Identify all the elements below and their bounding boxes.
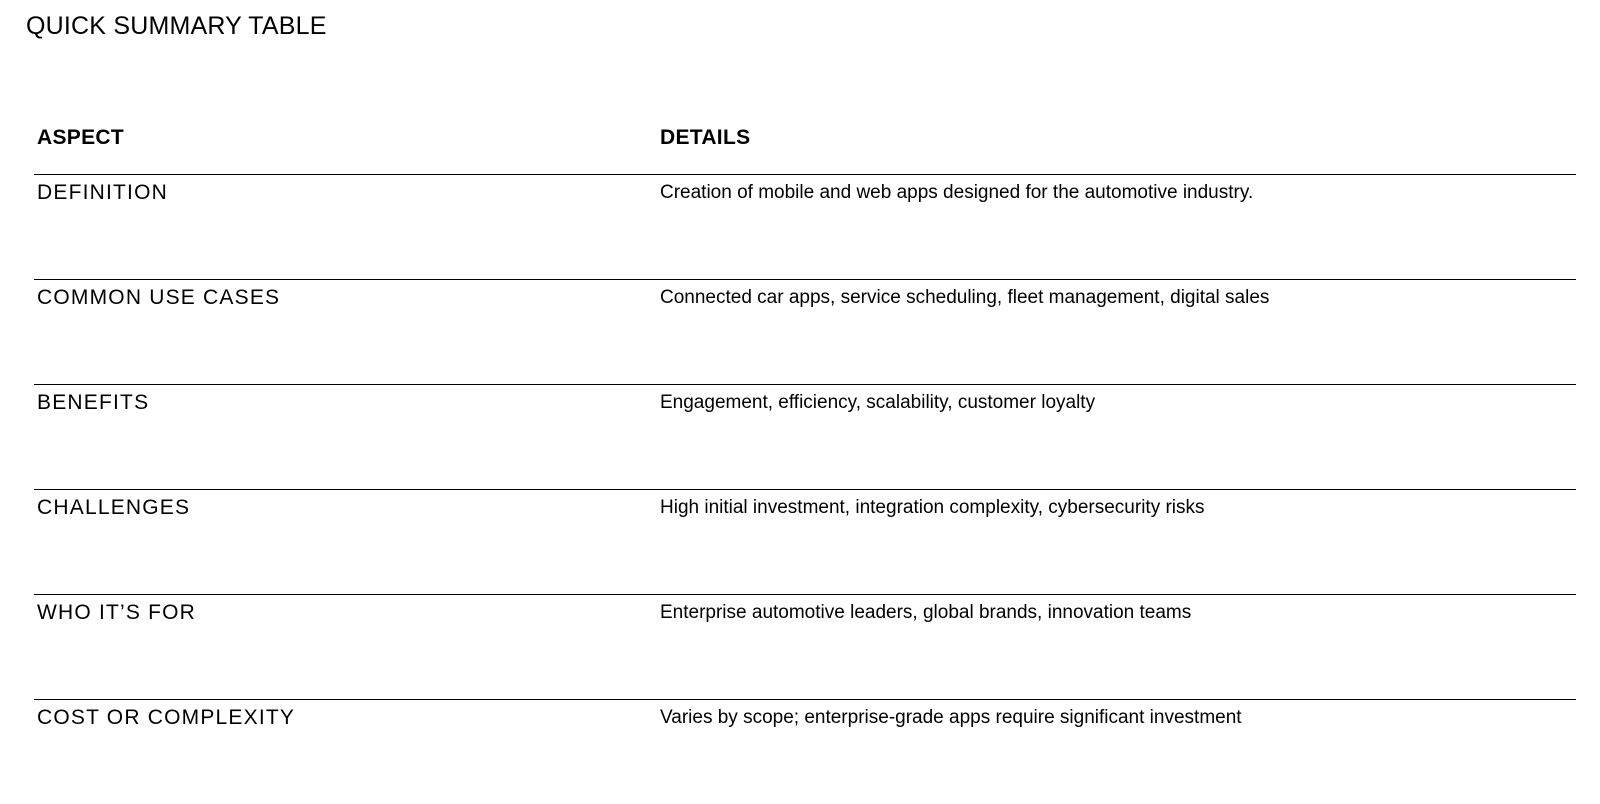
aspect-cell: DEFINITION bbox=[34, 175, 660, 280]
summary-table bbox=[34, 118, 1576, 804]
page-title: QUICK SUMMARY TABLE bbox=[26, 12, 327, 41]
table-body bbox=[34, 175, 1576, 804]
column-header-details: DETAILS bbox=[660, 118, 1576, 175]
aspect-cell: COMMON USE CASES bbox=[34, 280, 660, 385]
aspect-cell: WHO IT’S FOR bbox=[34, 595, 660, 700]
details-cell: Engagement, efficiency, scalability, customer loyalty bbox=[660, 385, 1576, 490]
details-cell: High initial investment, integration complexity, cybersecurity risks bbox=[660, 490, 1576, 595]
aspect-cell: CHALLENGES bbox=[34, 490, 660, 595]
table-row bbox=[34, 700, 1576, 804]
table-row bbox=[34, 385, 1576, 490]
table-row bbox=[34, 595, 1576, 700]
table-row bbox=[34, 280, 1576, 385]
details-cell: Creation of mobile and web apps designed for the automotive industry. bbox=[660, 175, 1576, 280]
header-row bbox=[34, 118, 1576, 175]
column-header-aspect: ASPECT bbox=[34, 118, 660, 175]
table-row bbox=[34, 490, 1576, 595]
aspect-cell: BENEFITS bbox=[34, 385, 660, 490]
details-cell: Enterprise automotive leaders, global brands, innovation teams bbox=[660, 595, 1576, 700]
table-row bbox=[34, 175, 1576, 280]
table-header bbox=[34, 118, 1576, 175]
details-cell: Varies by scope; enterprise-grade apps require significant investment bbox=[660, 700, 1576, 804]
aspect-cell: COST OR COMPLEXITY bbox=[34, 700, 660, 804]
details-cell: Connected car apps, service scheduling, fleet management, digital sales bbox=[660, 280, 1576, 385]
